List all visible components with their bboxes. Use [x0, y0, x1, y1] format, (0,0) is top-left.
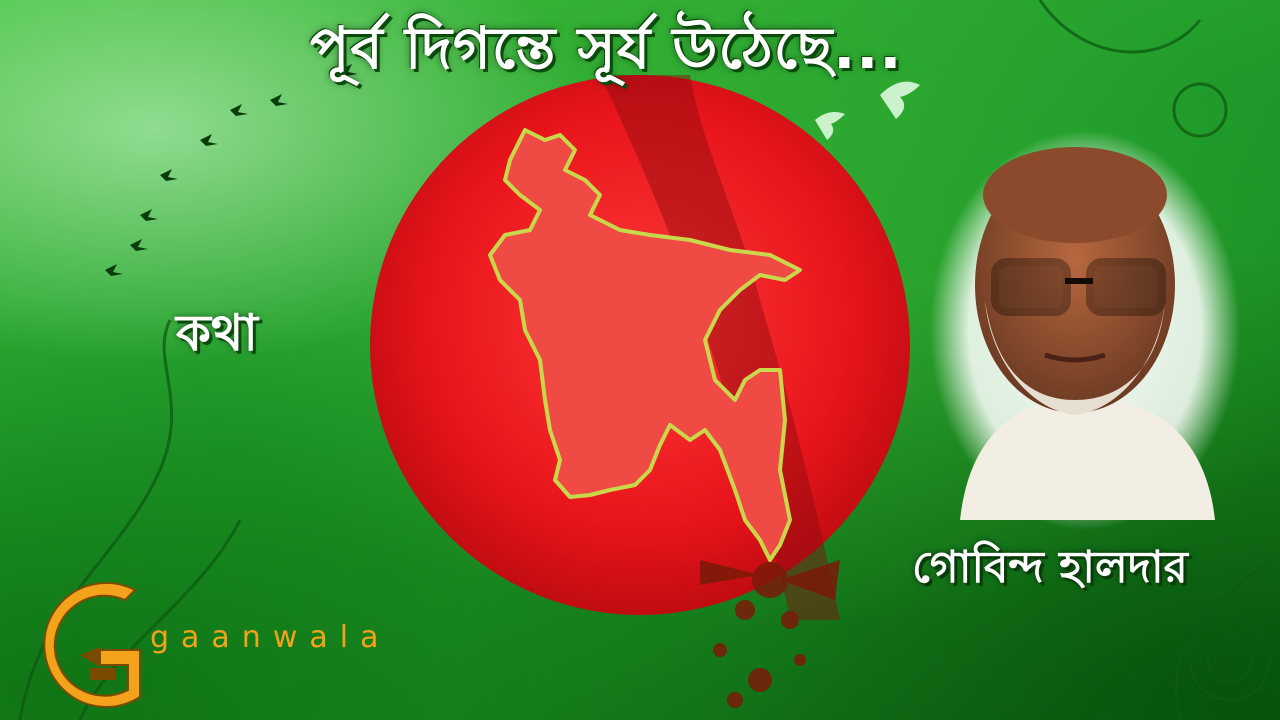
gaanwala-logo-emblem	[44, 583, 140, 707]
song-title: পূর্ব দিগন্তে সূর্য উঠেছে...	[310, 14, 903, 82]
gaanwala-wordmark: gaanwala	[150, 620, 391, 655]
lyricist-name: গোবিন্দ হালদার	[912, 542, 1188, 593]
lyrics-label: কথা	[176, 304, 258, 362]
